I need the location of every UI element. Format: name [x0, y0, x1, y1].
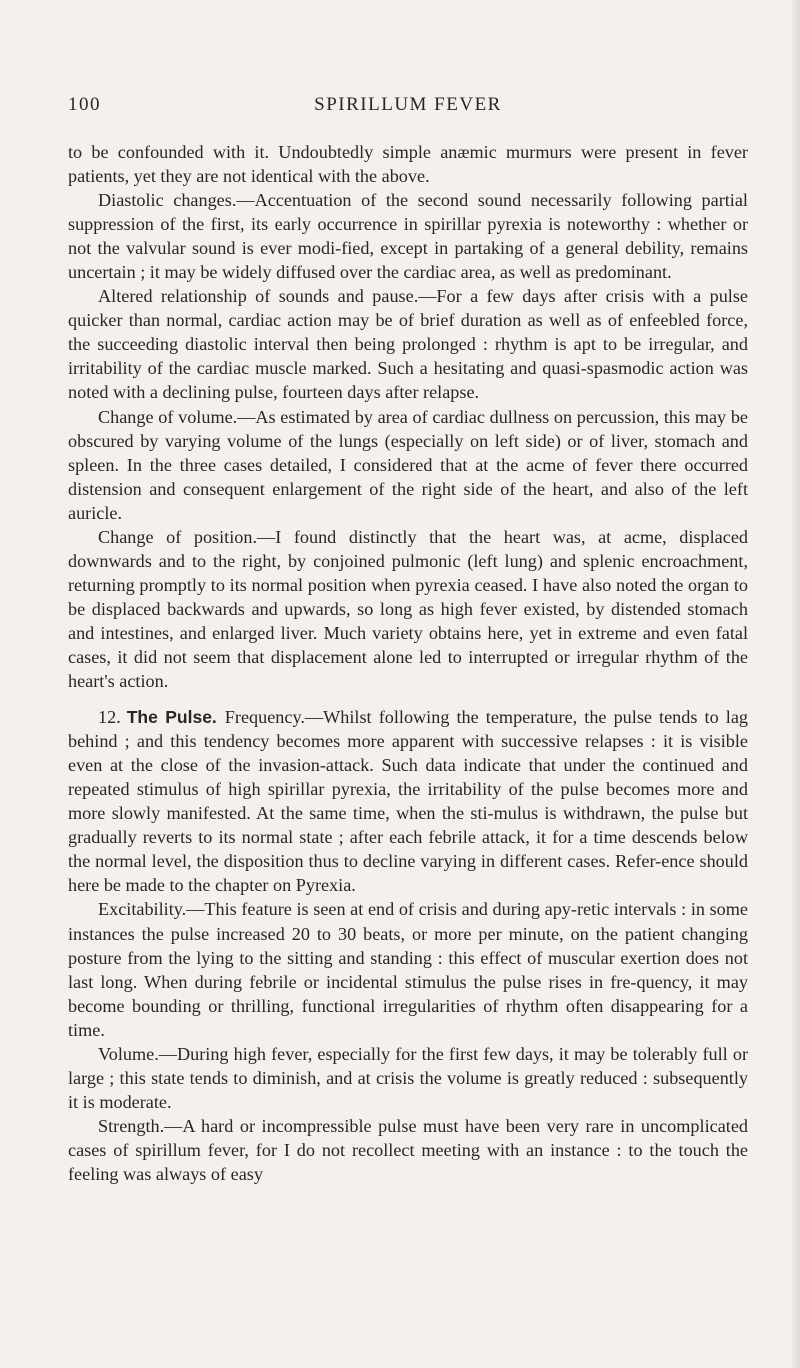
paragraph-continuation: to be confounded with it. Undoubtedly simple anæmic murmurs were present in fever patients, yet they are not identical with the above. — [68, 142, 748, 187]
paragraph-volume: Volume.—During high fever, especially for the first few days, it may be tolerably full or large ; this state tends to diminish, and at crisis the volume is greatly reduced : subsequently it is moderate. — [68, 1043, 748, 1112]
section-title: The Pulse. — [126, 707, 217, 728]
page-edge-shadow — [790, 0, 800, 1368]
page-number: 100 — [68, 94, 101, 115]
running-head — [68, 94, 748, 122]
paragraph-strength: Strength.—A hard or incompressible pulse must have been very rare in uncomplicated cases of spirillum fever, for I do not recollect meeting with an instance : to the touch the feeling was always of easy — [68, 1115, 748, 1184]
paragraph-diastolic-changes: Diastolic changes.—Accentuation of the second sound necessarily following partial suppression of the first, its early occurrence in spirillar pyrexia is noteworthy : whether or not the valvular sound is ever modi-fied, except in partaking of a general debility, remains uncertain ; it may be widely diffused over the cardiac area, as well as predominant. — [68, 190, 748, 283]
paragraph-excitability: Excitability.—This feature is seen at end of crisis and during apy-retic intervals : in some instances the pulse increased 20 to 30 beats, or more per minute, on the patient changing posture from the lying to the sitting and standing : this effect of muscular exertion does not last long. When during febrile or incidental stimulus the pulse rises in fre-quency, it may become bounding or thrilling, functional irregularities of rhythm often disappearing for a time. — [68, 899, 748, 1040]
paragraph-frequency: Frequency.—Whilst following the temperature, the pulse tends to lag behind ; and this tendency becomes more apparent with successive relapses : it is visible even at the close of the invasion-attack. Such data indicate that under the continued and repeated stimulus of high spirillar pyrexia, the irritability of the pulse becomes more and more slowly manifested. At the same time, when the sti-mulus is withdrawn, the pulse but gradually reverts to its normal state ; after each febrile attack, it for a time descends below the normal level, the disposition thus to decline varying in different cases. Refer-ence should here be made to the chapter on Pyrexia. — [68, 707, 748, 896]
paragraph-altered-relationship: Altered relationship of sounds and pause.—For a few days after crisis with a pulse quicker than normal, cardiac action may be of brief duration as well as of enfeebled force, the succeeding diastolic interval then being prolonged : rhythm is apt to be irregular, and irritability of the cardiac muscle marked. Such a hesitating and quasi-spasmodic action was noted with a declining pulse, fourteen days after relapse. — [68, 286, 748, 403]
paragraph-change-of-volume: Change of volume.—As estimated by area of cardiac dullness on percussion, this may be obscured by varying volume of the lungs (especially on left side) or of liver, stomach and spleen. In the three cases detailed, I considered that at the acme of fever there occurred distension and consequent enlargement of the right side of the heart, and also of the left auricle. — [68, 406, 748, 523]
running-title: SPIRILLUM FEVER — [314, 94, 502, 115]
section-number: 12. — [98, 707, 121, 728]
paragraph-the-pulse — [68, 705, 748, 897]
body-text — [68, 140, 748, 1186]
paragraph-change-of-position: Change of position.—I found distinctly that the heart was, at acme, displaced downwards and to the right, by conjoined pulmonic (left lung) and splenic encroachment, returning promptly to its normal position when pyrexia ceased. I have also noted the organ to be displaced backwards and upwards, so long as high fever existed, by distended stomach and intestines, and enlarged liver. Much variety obtains here, yet in extreme and even fatal cases, it did not seem that displacement alone led to interrupted or irregular rhythm of the heart's action. — [68, 526, 748, 692]
